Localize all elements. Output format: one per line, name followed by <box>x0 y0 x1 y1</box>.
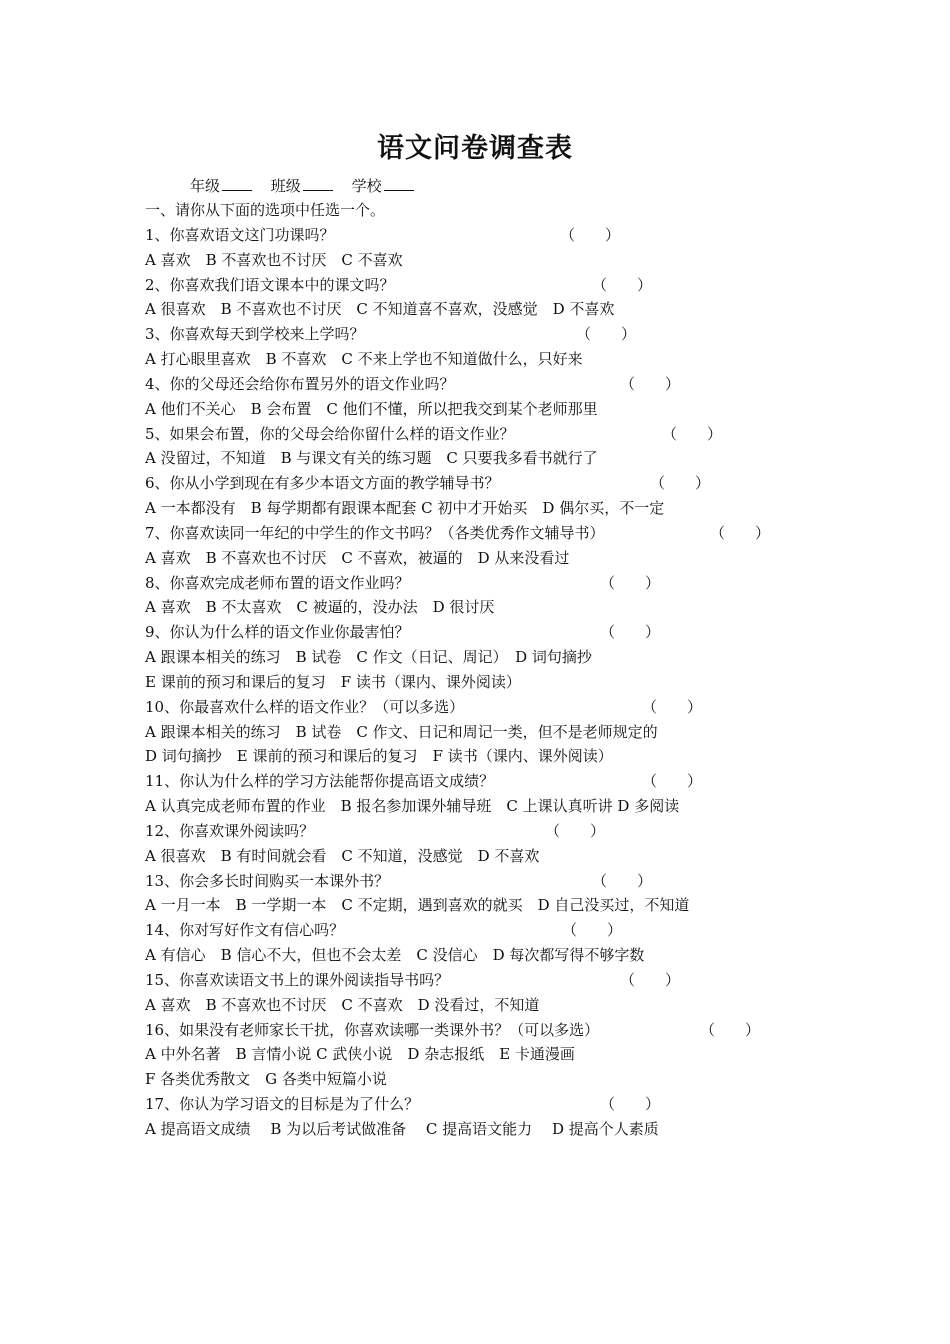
answer-blank[interactable]: （ ） <box>545 821 606 840</box>
answer-blank[interactable]: （ ） <box>710 523 771 542</box>
question-text: 6、你从小学到现在有多少本语文方面的教学辅导书？ <box>145 474 500 493</box>
class-label: 班级 <box>270 177 301 195</box>
answer-blank[interactable]: （ ） <box>620 374 681 393</box>
answer-blank[interactable]: （ ） <box>560 226 621 244</box>
question-12 <box>145 819 845 844</box>
class-blank[interactable] <box>303 176 333 191</box>
question-text: 9、你认为什么样的语文作业你最害怕？ <box>145 623 410 642</box>
answer-blank[interactable]: （ ） <box>600 573 661 592</box>
options-line: A 提高语文成绩 B 为以后考试做准备 C 提高语文能力 D 提高个人素质 <box>145 1119 659 1138</box>
question-text: 16、如果没有老师家长干扰，你喜欢读哪一类课外书？（可以多选） <box>145 1020 600 1039</box>
question-2 <box>145 273 845 298</box>
options-line: A 跟课本相关的练习 B 试卷 C 作文、日记和周记一类，但不是老师规定的 <box>145 722 658 741</box>
question-17 <box>145 1092 845 1117</box>
options-line: A 很喜欢 B 不喜欢也不讨厌 C 不知道喜不喜欢，没感觉 D 不喜欢 <box>145 300 615 319</box>
page-title: 语文问卷调查表 <box>377 133 573 164</box>
question-7 <box>145 521 845 546</box>
options-line: A 有信心 B 信心不大，但也不会太差 C 没信心 D 每次都写得不够字数 <box>145 946 645 965</box>
grade-label: 年级 <box>190 177 221 195</box>
options-line: A 喜欢 B 不喜欢也不讨厌 C 不喜欢 <box>145 250 403 269</box>
grade-blank[interactable] <box>222 176 252 191</box>
question-text: 14、你对写好作文有信心吗？ <box>145 921 345 940</box>
question-text: 10、你最喜欢什么样的语文作业？（可以多选） <box>145 697 465 716</box>
question-text: 5、如果会布置，你的父母会给你留什么样的语文作业？ <box>145 424 515 443</box>
answer-blank[interactable]: （ ） <box>620 970 681 989</box>
question-text: 13、你会多长时间购买一本课外书？ <box>145 871 390 890</box>
question-3 <box>145 322 845 347</box>
answer-blank[interactable]: （ ） <box>562 921 623 940</box>
options-line: A 中外名著 B 言情小说 C 武侠小说 D 杂志报纸 E 卡通漫画 <box>145 1045 575 1064</box>
options-line: A 打心眼里喜欢 B 不喜欢 C 不来上学也不知道做什么，只好来 <box>145 350 583 369</box>
question-8 <box>145 571 845 596</box>
options-line: A 喜欢 B 不喜欢也不讨厌 C 不喜欢，被逼的 D 从来没看过 <box>145 548 570 567</box>
question-4 <box>145 372 845 397</box>
question-13 <box>145 869 845 894</box>
answer-blank[interactable]: （ ） <box>662 424 723 443</box>
options-line: A 认真完成老师布置的作业 B 报名参加课外辅导班 C 上课认真听讲 D 多阅读 <box>145 797 680 816</box>
question-10 <box>145 695 845 720</box>
school-label: 学校 <box>351 177 382 195</box>
answer-blank[interactable]: （ ） <box>650 474 711 493</box>
answer-blank[interactable]: （ ） <box>600 1094 661 1113</box>
question-11 <box>145 769 845 794</box>
options-line: F 各类优秀散文 G 各类中短篇小说 <box>145 1070 387 1089</box>
answer-blank[interactable]: （ ） <box>592 871 653 890</box>
question-6 <box>145 471 845 496</box>
question-text: 2、你喜欢我们语文课本中的课文吗？ <box>145 275 395 294</box>
options-line: A 没留过，不知道 B 与课文有关的练习题 C 只要我多看书就行了 <box>145 449 598 468</box>
answer-blank[interactable]: （ ） <box>576 325 637 344</box>
question-1 <box>145 223 845 248</box>
question-16 <box>145 1018 845 1043</box>
options-line: A 喜欢 B 不喜欢也不讨厌 C 不喜欢 D 没看过，不知道 <box>145 995 540 1014</box>
options-line: A 一本都没有 B 每学期都有跟课本配套 C 初中才开始买 D 偶尔买，不一定 <box>145 499 665 518</box>
answer-blank[interactable]: （ ） <box>600 623 661 642</box>
answer-blank[interactable]: （ ） <box>642 697 703 716</box>
question-text: 11、你认为什么样的学习方法能帮你提高语文成绩？ <box>145 772 495 791</box>
options-line: A 他们不关心 B 会布置 C 他们不懂，所以把我交到某个老师那里 <box>145 399 598 418</box>
section-intro: 一、请你从下面的选项中任选一个。 <box>145 201 386 219</box>
question-9 <box>145 620 845 645</box>
question-text: 1、你喜欢语文这门功课吗？ <box>145 226 335 244</box>
school-blank[interactable] <box>384 176 414 191</box>
question-text: 3、你喜欢每天到学校来上学吗？ <box>145 325 365 344</box>
question-14 <box>145 918 845 943</box>
options-line: A 喜欢 B 不太喜欢 C 被逼的，没办法 D 很讨厌 <box>145 598 495 617</box>
options-line: D 词句摘抄 E 课前的预习和课后的复习 F 读书（课内、课外阅读） <box>145 747 613 766</box>
question-15 <box>145 968 845 993</box>
question-text: 12、你喜欢课外阅读吗？ <box>145 821 315 840</box>
answer-blank[interactable]: （ ） <box>700 1020 761 1039</box>
options-line: A 很喜欢 B 有时间就会看 C 不知道，没感觉 D 不喜欢 <box>145 846 540 865</box>
question-text: 8、你喜欢完成老师布置的语文作业吗？ <box>145 573 410 592</box>
question-5 <box>145 422 845 447</box>
question-text: 15、你喜欢读语文书上的课外阅读指导书吗？ <box>145 970 450 989</box>
question-text: 7、你喜欢读同一年纪的中学生的作文书吗？（各类优秀作文辅导书） <box>145 523 605 542</box>
answer-blank[interactable]: （ ） <box>592 275 653 294</box>
answer-blank[interactable]: （ ） <box>642 772 703 791</box>
student-info-line <box>190 174 428 198</box>
question-text: 17、你认为学习语文的目标是为了什么？ <box>145 1094 420 1113</box>
options-line: A 一月一本 B 一学期一本 C 不定期，遇到喜欢的就买 D 自己没买过，不知道 <box>145 896 690 915</box>
question-list <box>145 223 845 1142</box>
options-line: E 课前的预习和课后的复习 F 读书（课内、课外阅读） <box>145 672 521 691</box>
question-text: 4、你的父母还会给你布置另外的语文作业吗？ <box>145 374 455 393</box>
options-line: A 跟课本相关的练习 B 试卷 C 作文（日记、周记） D 词句摘抄 <box>145 648 592 667</box>
